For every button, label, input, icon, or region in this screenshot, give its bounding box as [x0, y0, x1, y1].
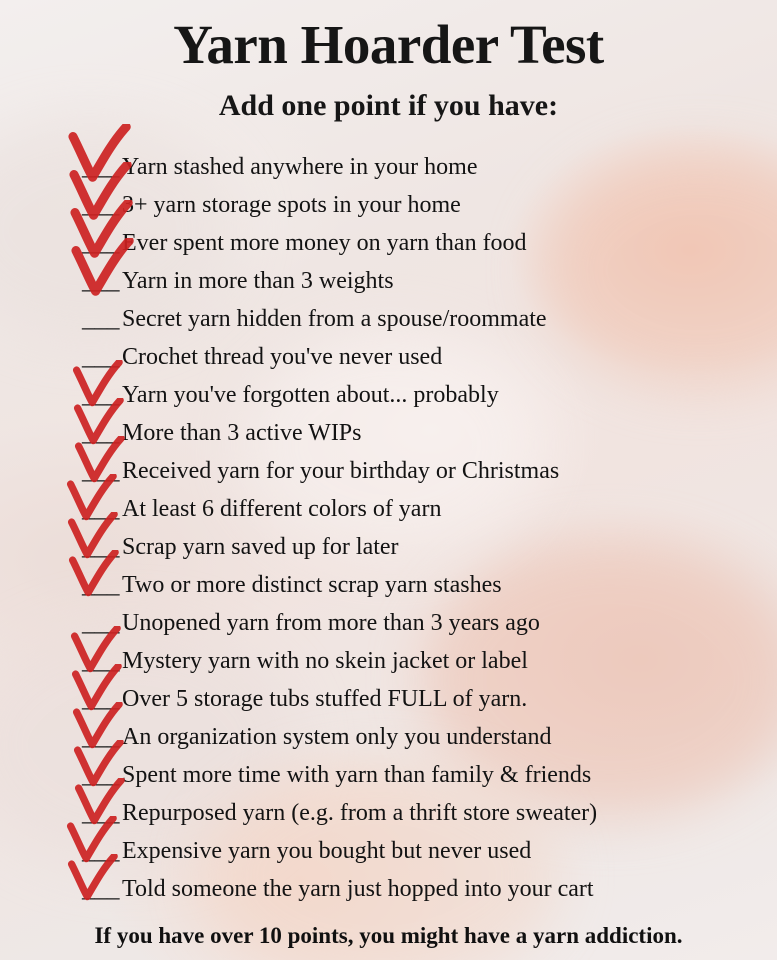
list-item[interactable]	[78, 642, 758, 680]
checkbox-blank[interactable]: ___	[82, 495, 120, 522]
checkbox-blank[interactable]: ___	[82, 419, 120, 446]
list-item[interactable]	[78, 452, 758, 490]
list-item[interactable]	[78, 566, 758, 604]
checkbox-blank[interactable]: ___	[82, 153, 120, 180]
checklist	[78, 148, 758, 908]
list-item[interactable]	[78, 338, 758, 376]
list-item[interactable]	[78, 148, 758, 186]
checkbox-blank[interactable]: ___	[82, 191, 120, 218]
checkbox-blank[interactable]: ___	[82, 875, 120, 902]
list-item[interactable]	[78, 794, 758, 832]
list-item[interactable]	[78, 528, 758, 566]
list-item-label: Over 5 storage tubs stuffed FULL of yarn.	[122, 686, 528, 712]
list-item-label: Repurposed yarn (e.g. from a thrift store sweater)	[122, 800, 598, 826]
checkbox-blank[interactable]: ___	[82, 267, 120, 294]
list-item-label: Crochet thread you've never used	[122, 344, 443, 370]
list-item[interactable]	[78, 186, 758, 224]
list-item-label: Expensive yarn you bought but never used	[122, 838, 532, 864]
list-item-label: Told someone the yarn just hopped into your cart	[122, 876, 594, 902]
list-item-label: An organization system only you understand	[122, 724, 552, 750]
checkbox-blank[interactable]: ___	[82, 457, 120, 484]
list-item[interactable]	[78, 756, 758, 794]
checkbox-blank[interactable]: ___	[82, 761, 120, 788]
checkbox-blank[interactable]: ___	[82, 305, 120, 332]
list-item-label: Secret yarn hidden from a spouse/roommate	[122, 306, 547, 332]
page-title: Yarn Hoarder Test	[173, 14, 604, 75]
list-item-label: 3+ yarn storage spots in your home	[122, 192, 461, 218]
list-item-label: More than 3 active WIPs	[122, 420, 362, 446]
list-item[interactable]	[78, 680, 758, 718]
list-item[interactable]	[78, 832, 758, 870]
checkbox-blank[interactable]: ___	[82, 571, 120, 598]
checkbox-blank[interactable]: ___	[82, 229, 120, 256]
list-item-label: Received yarn for your birthday or Christmas	[122, 458, 560, 484]
list-item[interactable]	[78, 224, 758, 262]
footer-note: If you have over 10 points, you might have a yarn addiction.	[94, 923, 683, 948]
checkbox-blank[interactable]: ___	[82, 343, 120, 370]
checkbox-blank[interactable]: ___	[82, 381, 120, 408]
checkbox-blank[interactable]: ___	[82, 685, 120, 712]
list-item-label: Spent more time with yarn than family & friends	[122, 762, 592, 788]
list-item-label: Yarn in more than 3 weights	[122, 268, 394, 294]
list-item-label: Unopened yarn from more than 3 years ago	[122, 610, 540, 636]
checkbox-blank[interactable]: ___	[82, 799, 120, 826]
list-item[interactable]	[78, 870, 758, 908]
list-item-label: Yarn you've forgotten about... probably	[122, 382, 499, 408]
list-item[interactable]	[78, 718, 758, 756]
checkbox-blank[interactable]: ___	[82, 609, 120, 636]
checkbox-blank[interactable]: ___	[82, 723, 120, 750]
list-item-label: Two or more distinct scrap yarn stashes	[122, 572, 502, 598]
list-item[interactable]	[78, 376, 758, 414]
list-item-label: Ever spent more money on yarn than food	[122, 230, 527, 256]
list-item-label: Scrap yarn saved up for later	[122, 534, 399, 560]
list-item[interactable]	[78, 414, 758, 452]
checkbox-blank[interactable]: ___	[82, 533, 120, 560]
list-item-label: Mystery yarn with no skein jacket or label	[122, 648, 528, 674]
page-subtitle: Add one point if you have:	[218, 89, 559, 122]
checkbox-blank[interactable]: ___	[82, 647, 120, 674]
checkbox-blank[interactable]: ___	[82, 837, 120, 864]
list-item[interactable]	[78, 604, 758, 642]
list-item-label: Yarn stashed anywhere in your home	[122, 154, 478, 180]
list-item[interactable]	[78, 300, 758, 338]
list-item[interactable]	[78, 490, 758, 528]
list-item[interactable]	[78, 262, 758, 300]
list-item-label: At least 6 different colors of yarn	[122, 496, 442, 522]
